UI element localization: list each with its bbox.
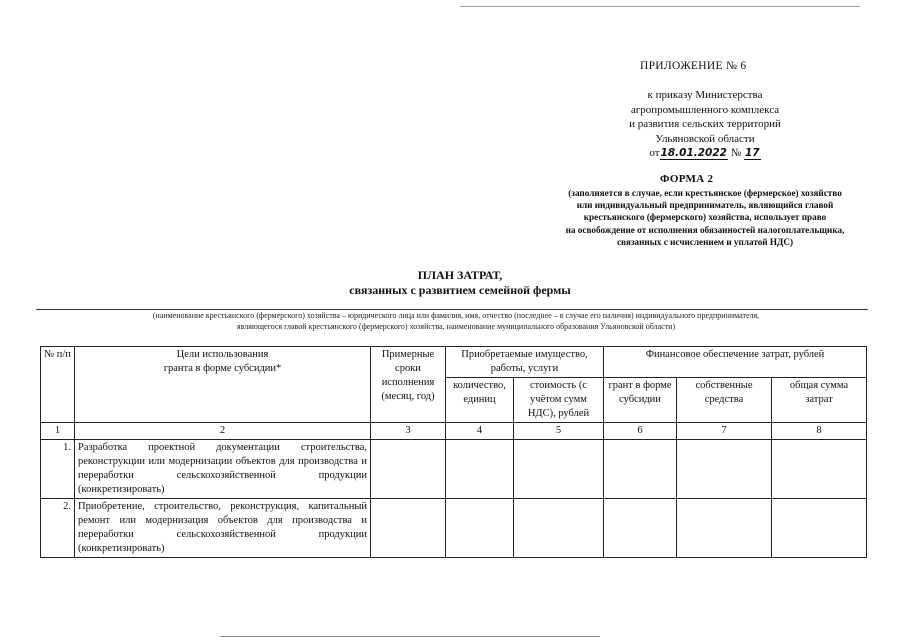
caption-line: являющегося главой крестьянского (фермерского) хозяйства, наименование муниципального образования Ульяновской области) [236, 321, 676, 331]
header-goals-line: Цели использования [176, 349, 269, 360]
header-total: общая сумма затрат [772, 378, 867, 423]
bottom-scan-line [220, 636, 600, 637]
column-number: 7 [677, 423, 772, 440]
form-title: ФОРМА 2 [660, 173, 714, 185]
form-note [530, 187, 880, 248]
own-funds-cell[interactable] [677, 440, 772, 499]
header-own-funds: собственные средства [677, 378, 772, 423]
header-finance: Финансовое обеспечение затрат, рублей [604, 347, 867, 378]
header-terms: Примерные сроки исполнения (месяц, год) [371, 347, 446, 423]
form-note-line: или индивидуальный предприниматель, являющийся главой [576, 200, 834, 211]
plan-title [260, 268, 660, 298]
plan-title-line: связанных с развитием семейной фермы [349, 283, 571, 297]
caption-line: (наименование крестьянского (фермерского) хозяйства – юридического лица или фамилия, имя, отчество (последнее – в случае его наличия) индивидуального предпринимателя, [152, 311, 760, 320]
order-number-prefix: № [730, 147, 742, 159]
terms-cell[interactable] [371, 440, 446, 499]
form-note-line: на освобождение от исполнения обязанностей налогоплательщика, [565, 224, 845, 235]
header-goals-line: гранта в форме субсидии* [163, 363, 282, 374]
grant-cell[interactable] [604, 440, 677, 499]
quantity-cell[interactable] [446, 499, 514, 558]
column-number: 6 [604, 423, 677, 440]
order-line: Ульяновской области [655, 132, 755, 145]
form-note-line: крестьянского (фермерского) хозяйства, использует право [583, 212, 827, 223]
order-date-prefix: от [649, 147, 660, 159]
total-cell[interactable] [772, 440, 867, 499]
column-number-row [41, 423, 867, 440]
order-date-line [590, 146, 820, 161]
order-line: и развития сельских территорий [629, 118, 781, 130]
top-scan-line [460, 6, 860, 7]
header-grant: грант в форме субсидии [604, 378, 677, 423]
order-line: к приказу Министерства [647, 89, 763, 101]
farm-name-caption [36, 311, 876, 332]
column-number: 5 [514, 423, 604, 440]
terms-cell[interactable] [371, 499, 446, 558]
row-goal-text: Разработка проектной документации строительства, реконструкции или модернизации объектов для производства и переработки сельскохозяйственной продукции (конкретизировать) [75, 440, 371, 499]
header-acquired: Приобретаемые имущество, работы, услуги [446, 347, 604, 378]
table-row [41, 499, 867, 558]
appendix-label: ПРИЛОЖЕНИЕ № 6 [640, 60, 747, 72]
plan-title-line: ПЛАН ЗАТРАТ, [417, 268, 503, 282]
grant-cell[interactable] [604, 499, 677, 558]
order-reference [590, 88, 820, 161]
column-number: 2 [75, 423, 371, 440]
quantity-cell[interactable] [446, 440, 514, 499]
form-note-line: связанных с исчислением и уплатой НДС) [616, 236, 794, 247]
cost-plan-table [40, 346, 867, 558]
farm-name-field[interactable] [36, 309, 868, 310]
column-number: 4 [446, 423, 514, 440]
header-quantity: количество, единиц [446, 378, 514, 423]
row-goal-text: Приобретение, строительство, реконструкция, капитальный ремонт или модернизация объектов для производства и переработки сельскохозяйственной продукции (конкретизировать) [75, 499, 371, 558]
cost-cell[interactable] [514, 440, 604, 499]
row-number: 1. [41, 440, 75, 499]
order-date: 18.01.2022 [660, 147, 727, 159]
header-cost: стоимость (с учётом сумм НДС), рублей [514, 378, 604, 423]
column-number: 1 [41, 423, 75, 440]
cost-cell[interactable] [514, 499, 604, 558]
total-cell[interactable] [772, 499, 867, 558]
own-funds-cell[interactable] [677, 499, 772, 558]
column-number: 8 [772, 423, 867, 440]
order-line: агропромышленного комплекса [630, 103, 780, 116]
column-number: 3 [371, 423, 446, 440]
header-goals [75, 347, 371, 423]
form-note-line: (заполняется в случае, если крестьянское (фермерское) хозяйство [568, 188, 842, 198]
order-number: 17 [744, 147, 760, 159]
header-num: № п/п [41, 347, 75, 423]
table-row [41, 440, 867, 499]
row-number: 2. [41, 499, 75, 558]
